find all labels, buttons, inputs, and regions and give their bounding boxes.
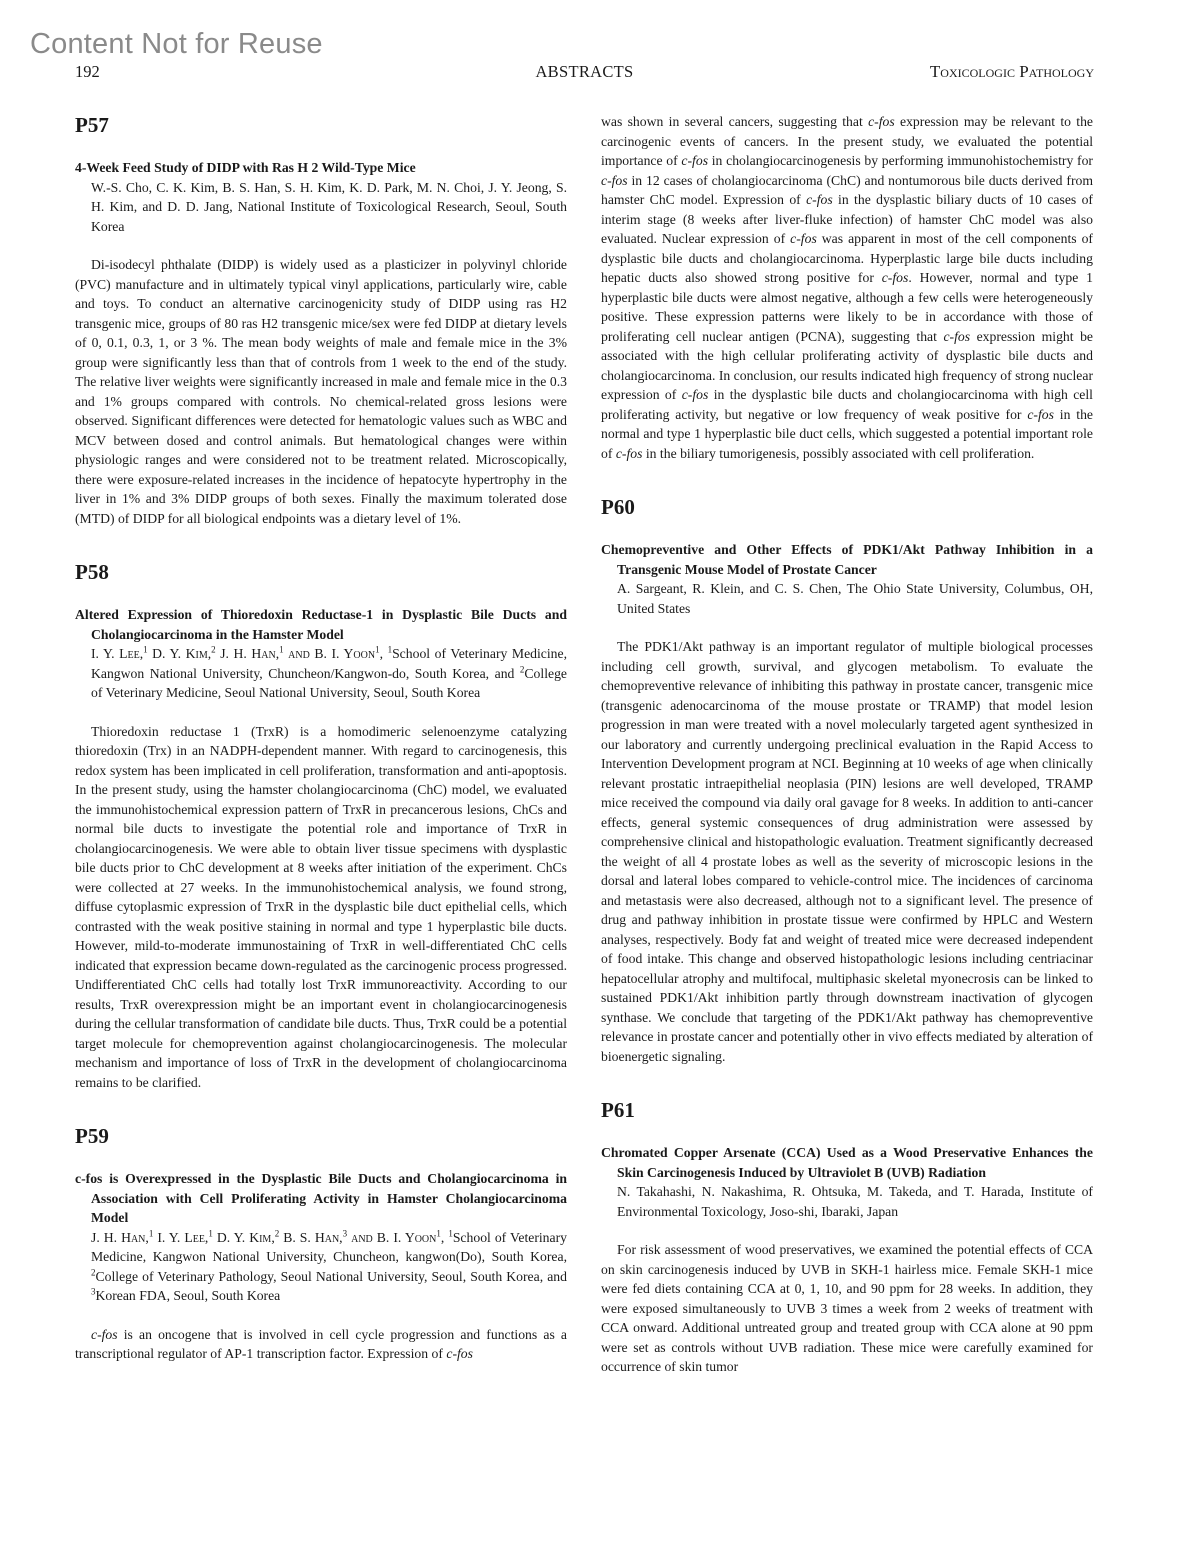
abstract-title: 4-Week Feed Study of DIDP with Ras H 2 Wild-Type Mice xyxy=(75,160,416,175)
abstract-body-continued: was shown in several cancers, suggesting that c-fos expression may be relevant to the carcinogenic events of cancers. In the present study, we evaluated the potential importance of c-fos in cholangiocarcinogenesis by performing immunohistochemistry for c-fos in 12 cases of cholangiocarcinoma (ChC) and nontumorous bile ducts derived from hamster ChC model. Expression of c-fos in the dysplastic biliary ducts of 10 cases of interim stage (8 weeks after liver-fluke infection) of hamster ChC model was also evaluated. Nuclear expression of c-fos was apparent in most of the cell components of dysplastic bile ducts and cholangiocarcinoma. Hyperplastic large bile ducts including hepatic ducts also showed strong positive for c-fos. However, normal and type 1 hyperplastic bile ducts were almost negative, although a few cells were heterogeneously positive. These expression patterns were likely to be in accordance with those of proliferating cell nuclear antigen (PCNA), suggesting that c-fos expression might be associated with the high cellular proliferating activity of dysplastic bile ducts and cholangiocarcinoma. In conclusion, our results indicated high frequency of strong nuclear expression of c-fos in the dysplastic bile ducts and cholangiocarcinoma with high cell proliferating activity, but negative or low frequency of weak positive for c-fos in the normal and type 1 hyperplastic bile duct cells, which suggested a potential important role of c-fos in the biliary tumorigenesis, possibly associated with cell proliferation. xyxy=(601,114,1094,461)
watermark: Content Not for Reuse xyxy=(30,28,323,60)
abstract-id: P61 xyxy=(601,1098,635,1122)
abstract-authors: N. Takahashi, N. Nakashima, R. Ohtsuka, M. Takeda, and T. Harada, Institute of Environmental Toxicology, Joso-shi, Ibaraki, Japan xyxy=(617,1184,1093,1219)
abstract-title: Chromated Copper Arsenate (CCA) Used as a Wood Preservative Enhances the Skin Carcinogenesis Induced by Ultraviolet B (UVB) Radiation xyxy=(601,1145,1093,1180)
abstract-id: P59 xyxy=(75,1124,109,1148)
abstract-authors: J. H. Han,$^1$ I. Y. Lee,$^1$ D. Y. Kim,$^2$ B. S. Han,$^3$ and B. I. Yoon$^1$, $^1$School of Veterinary Medicine, Kangwon National University, Chuncheon, kangwon(Do), South Korea, $^2$College of Veterinary Pathology, Seoul National University, Seoul, South Korea, and $^3$Korean FDA, Seoul, South Korea xyxy=(91,1227,567,1303)
abstract-id: P60 xyxy=(601,495,635,519)
abstract-authors: A. Sargeant, R. Klein, and C. S. Chen, The Ohio State University, Columbus, OH, United States xyxy=(617,581,1093,616)
abstract-body: For risk assessment of wood preservatives, we examined the potential effects of CCA on skin carcinogenesis induced by UVB in SKH-1 hairless mice. Female SKH-1 mice were fed diets containing CCA at 0, 1, 10, and 90 ppm for 28 weeks. In addition, they were exposed simultaneously to UVB 3 times a week from 2 weeks of treatment with CCA onward. Additional untreated group and treated group with CCA alone at 90 ppm were set as controls without UVB radiation. These mice were carefully examined for occurrence of skin tumor xyxy=(601,1242,1093,1374)
abstract-id: P58 xyxy=(75,560,109,584)
abstract-body: Di-isodecyl phthalate (DIDP) is widely used as a plasticizer in polyvinyl chloride (PVC) manufacture and in ultimately typical vinyl applications, particularly wire, cable and toys. To conduct an alternative carcinogenicity study of DIDP using ras H2 transgenic mice, groups of 80 ras H2 transgenic mice/sex were fed DIDP at dietary levels of 0, 0.1, 0.3, 1, or 3 %. The mean body weights of male and female mice in the 3% group were significantly less than that of controls from 1 week to the end of the study. The relative liver weights were significantly increased in male and female mice in the 0.3 and 1% groups compared with controls. No chemical-related gross lesions were observed. Significant differences were detected for hematologic values such as WBC and MCV between dosed and control animals. But hematological changes were within physiologic ranges and were considered not to be treatment related. Microscopically, there were exposure-related increases in the incidence of hepatocyte hypertrophy in the liver in 1% and 3% DIDP groups of both sexes. Finally the maximum tolerated dose (MTD) of DIDP for all biological endpoints was a dietary level of 1%. xyxy=(75,257,567,526)
right-column xyxy=(601,112,1093,1377)
abstract-title: Altered Expression of Thioredoxin Reductase-1 in Dysplastic Bile Ducts and Cholangiocarcinoma in the Hamster Model xyxy=(75,607,567,642)
abstract-body: The PDK1/Akt pathway is an important regulator of multiple biological processes including cell growth, survival, and glycogen metabolism. To evaluate the chemopreventive relevance of inhibiting this pathway in prostate cancer, transgenic mice (transgenic adenocarcinoma of the mouse prostate or TRAMP) that model lesion progression in man were treated with a novel molecularly targeted agent synthesized in our laboratory and currently undergoing preclinical evaluation in the Rapid Access to Intervention Development program at NCI. Beginning at 10 weeks of age when clinically relevant prostatic intraepithelial neoplasia (PIN) lesions are well developed, TRAMP mice received the compound via daily oral gavage for 8 weeks. In addition to anti-cancer effects, general systemic consequences of drug administration were assessed by comprehensive clinical and histopathologic evaluation. Treatment significantly decreased the weight of all 4 prostate lobes as well as the severity of microscopic lesions in the dorsal and lateral lobes compared to vehicle-control mice. The incidences of carcinoma and metastasis were also decreased, although not to a significant level. The presence of drug and pathway inhibition in prostate tissue were confirmed by HPLC and Western analyses, respectively. Body fat and weight of treated mice were decreased independent of food intake. This change and observed histopathologic lesions including centriacinar hepatocellular atrophy and multifocal, multiphasic skeletal myonecrosis can be linked to sustained PDK1/Akt inhibition partly through downstream inactivation of glycogen synthase. We conclude that targeting of the PDK1/Akt pathway has chemopreventive relevance in prostate cancer and potentially other in vivo effects mediated by alteration of bioenergetic signaling. xyxy=(601,639,1093,1064)
running-head xyxy=(75,62,1094,84)
page-number: 192 xyxy=(75,62,100,81)
abstract-body: Thioredoxin reductase 1 (TrxR) is a homodimeric selenoenzyme catalyzing thioredoxin (Trx) in an NADPH-dependent manner. With regard to carcinogenesis, this redox system has been implicated in cell proliferation, transformation and anti-apoptosis. In the present study, using the hamster cholangiocarcinoma (ChC) model, we evaluated the immunohistochemical expression pattern of TrxR in precancerous lesions, ChCs and normal bile ducts to investigate the potential role and importance of TrxR in cholangiocarcinogenesis. We were able to obtain liver tissue specimens with dysplastic bile ducts prior to ChC development at 8 weeks after initiation of the experiment. ChCs were collected at 27 weeks. In the immunohistochemical analysis, we found strong, diffuse cytoplasmic expression of TrxR in the dysplastic bile duct epithelial cells, which contrasted with the weak positive staining in normal and type 1 hyperplastic bile ducts. However, mild-to-moderate immunostaining of TrxR in well-differentiated ChC cells indicated that expression became down-regulated as the carcinogenic process progressed. Undifferentiated ChC cells had totally lost TrxR immunoreactivity. According to our results, TrxR overexpression might be an important event in cholangiocarcinogenesis during the cellular transformation of candidate bile ducts. Thus, TrxR could be a potential target molecule for chemoprevention against cholangiocarcinogenesis. The molecular mechanism and importance of loss of TrxR in the development of cholangiocarcinoma remains to be clarified. xyxy=(75,723,567,1090)
abstract-id: P57 xyxy=(75,113,109,137)
abstract-authors: W.-S. Cho, C. K. Kim, B. S. Han, S. H. Kim, K. D. Park, M. N. Choi, J. Y. Jeong, S. H. Kim, and D. D. Jang, National Institute of Toxicological Research, Seoul, South Korea xyxy=(91,179,567,234)
section-title: ABSTRACTS xyxy=(535,62,634,81)
left-column xyxy=(75,112,567,1364)
abstract-title: Chemopreventive and Other Effects of PDK1/Akt Pathway Inhibition in a Transgenic Mouse Model of Prostate Cancer xyxy=(601,542,1093,577)
journal-title: Toxicologic Pathology xyxy=(929,62,1094,81)
abstract-body: c-fos is an oncogene that is involved in cell cycle progression and functions as a transcriptional regulator of AP-1 transcription factor. Expression of c-fos xyxy=(75,1326,567,1361)
abstract-title: c-fos is Overexpressed in the Dysplastic Bile Ducts and Cholangiocarcinoma in Association with Cell Proliferating Activity in Hamster Cholangiocarcinoma Model xyxy=(75,1171,567,1225)
abstract-authors: I. Y. Lee,$^1$ D. Y. Kim,$^2$ J. H. Han,$^1$ and B. I. Yoon$^1$, $^1$School of Veterinary Medicine, Kangwon National University, Chuncheon/Kangwon-do, South Korea, and $^2$College of Veterinary Medicine, Seoul National University, Seoul, South Korea xyxy=(91,644,568,700)
